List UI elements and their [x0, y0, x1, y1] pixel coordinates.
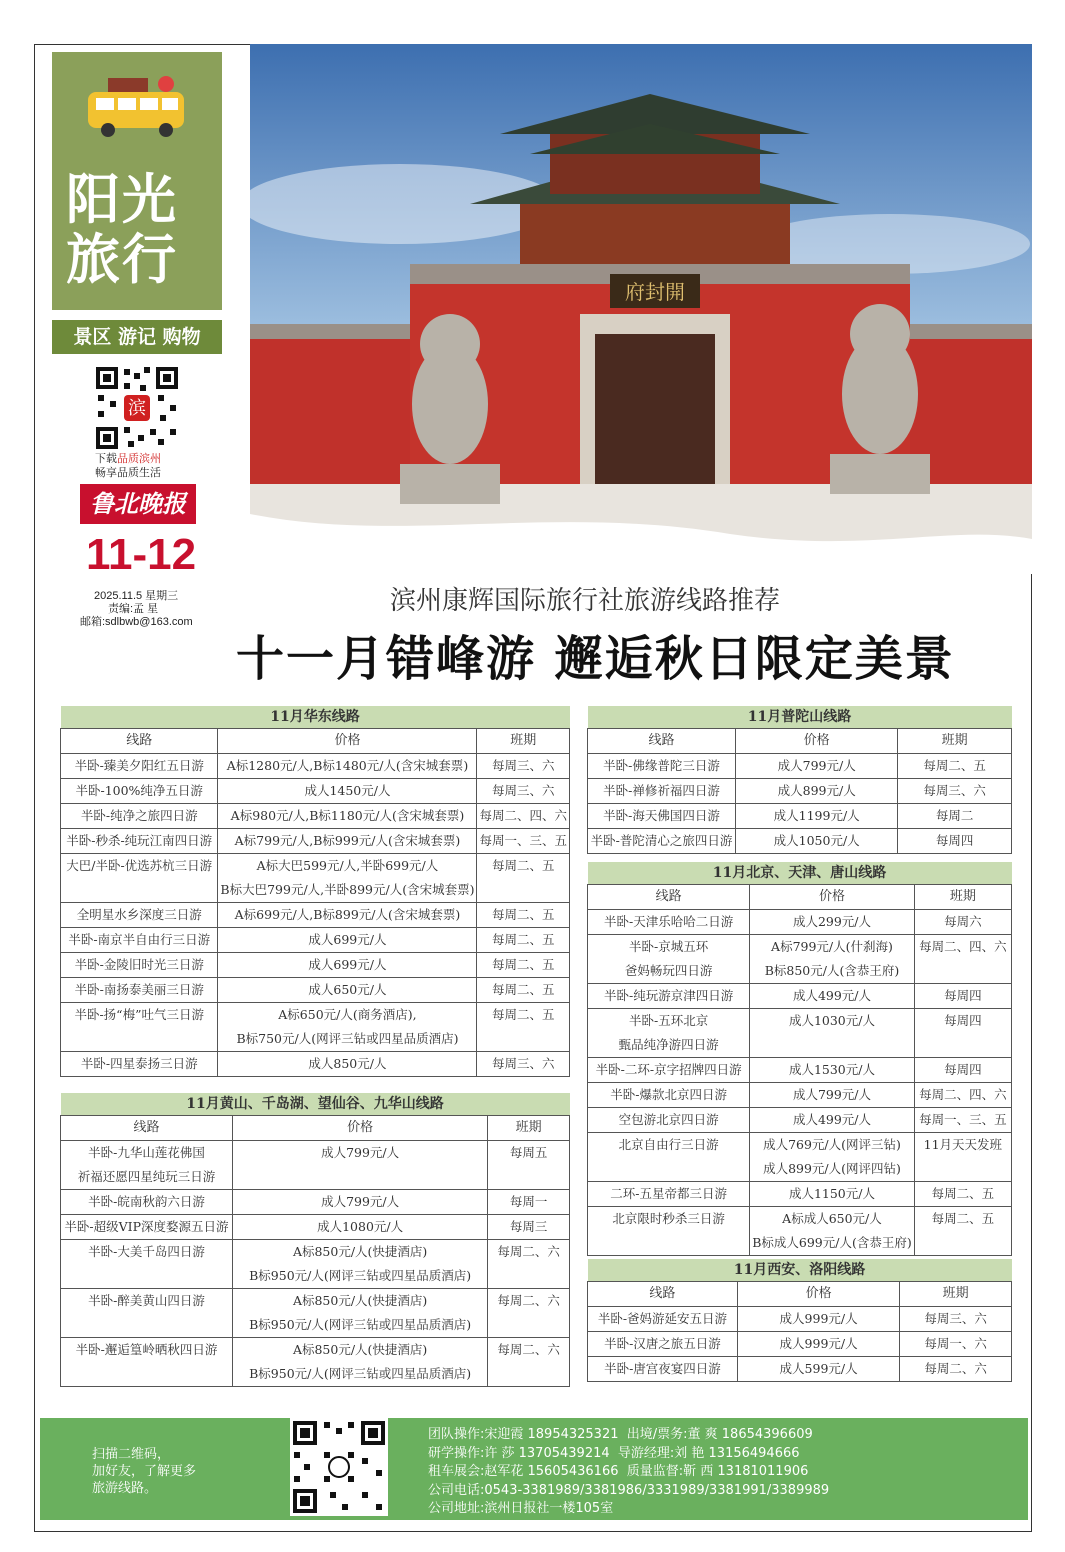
route-cell: 半卧-纯玩游京津四日游 [588, 984, 750, 1009]
schedule-cell: 每周二、六 [900, 1357, 1012, 1382]
price-cell: 成人1530元/人 [750, 1058, 915, 1083]
schedule-cell: 每周二、五 [477, 854, 570, 903]
table-row [588, 804, 1012, 829]
bus-icon [82, 74, 192, 138]
column-header: 线路 [588, 885, 750, 910]
price-cell: 成人1199元/人 [735, 804, 897, 829]
table-row [588, 1009, 1012, 1058]
table-title: 11月黄山、千岛湖、望仙谷、九华山线路 [61, 1093, 570, 1116]
schedule-cell: 每周三、六 [477, 754, 570, 779]
headline-subtitle: 滨州康辉国际旅行社旅游线路推荐 [390, 586, 781, 616]
price-cell: A标799元/人,B标999元/人(含宋城套票) [218, 829, 477, 854]
schedule-cell: 每周四 [914, 984, 1011, 1009]
brand-line-1: 阳光 [66, 168, 178, 231]
column-header: 价格 [218, 729, 477, 754]
qr-caption-app: 品质滨州 [117, 452, 161, 465]
route-cell: 半卧-醉美黄山四日游 [61, 1289, 233, 1338]
schedule-cell: 每周二、五 [477, 978, 570, 1003]
qr-caption-line2: 畅享品质生活 [95, 466, 161, 479]
table-title: 11月西安、洛阳线路 [588, 1259, 1012, 1282]
price-cell: 成人699元/人 [218, 953, 477, 978]
table-row [61, 903, 570, 928]
table-row [588, 829, 1012, 854]
table-row [588, 754, 1012, 779]
route-cell: 半卧-天津乐哈哈二日游 [588, 910, 750, 935]
hero-image-kaifeng-gate [250, 44, 1032, 574]
table-huangshan [60, 1093, 570, 1387]
price-cell: 成人699元/人 [218, 928, 477, 953]
route-cell: 半卧-100%纯净五日游 [61, 779, 218, 804]
brand-title [66, 170, 178, 290]
table-title: 11月华东线路 [61, 706, 570, 729]
schedule-cell: 每周一、六 [900, 1332, 1012, 1357]
price-cell: 成人769元/人(网评三钻) 成人899元/人(网评四钻) [750, 1133, 915, 1182]
schedule-cell: 每周二、五 [898, 754, 1012, 779]
schedule-cell: 11月天天发班 [914, 1133, 1011, 1182]
table-row [61, 1003, 570, 1052]
table-row [588, 1133, 1012, 1182]
column-header: 班期 [900, 1282, 1012, 1307]
schedule-cell: 每周二、五 [477, 928, 570, 953]
gate-plaque: 府封開 [625, 280, 685, 304]
price-cell: 成人1050元/人 [735, 829, 897, 854]
route-cell: 半卧-海天佛国四日游 [588, 804, 736, 829]
schedule-cell: 每周六 [914, 910, 1011, 935]
route-cell: 半卧-二环-京字招牌四日游 [588, 1058, 750, 1083]
table-xian [587, 1259, 1012, 1382]
table-row [61, 928, 570, 953]
column-header: 价格 [735, 729, 897, 754]
route-cell: 半卧-扬“梅”吐气三日游 [61, 1003, 218, 1052]
table-row [588, 984, 1012, 1009]
route-cell: 北京自由行三日游 [588, 1133, 750, 1182]
price-cell: A标699元/人,B标899元/人(含宋城套票) [218, 903, 477, 928]
schedule-cell: 每周四 [898, 829, 1012, 854]
brand-logo [52, 52, 222, 310]
price-cell: 成人999元/人 [737, 1332, 899, 1357]
schedule-cell: 每周三、六 [477, 779, 570, 804]
table-row [588, 935, 1012, 984]
route-cell: 半卧-五环北京 甄品纯净游四日游 [588, 1009, 750, 1058]
price-cell: A标650元/人(商务酒店), B标750元/人(网评三钻或四星品质酒店) [218, 1003, 477, 1052]
price-cell: 成人799元/人 [232, 1141, 487, 1190]
schedule-cell: 每周四 [914, 1058, 1011, 1083]
route-cell: 半卧-爆款北京四日游 [588, 1083, 750, 1108]
price-cell: 成人999元/人 [737, 1307, 899, 1332]
route-cell: 半卧-秒杀-纯玩江南四日游 [61, 829, 218, 854]
table-row [588, 910, 1012, 935]
table-row [588, 1182, 1012, 1207]
route-cell: 半卧-大美千岛四日游 [61, 1240, 233, 1289]
contact-list: 团队操作:宋迎霞 18954325321 出境/票务:董 爽 18654396609 研学操作:许 莎 13705439214 导游经理:刘 艳 13156494666 租车展会:赵军花 15605436166 质量监督:靳 西 13181011906 公司电话:0543-3381989/3381986/3331989/3381991/3389989 公司地址:滨州日报社一楼105室 [428, 1427, 830, 1516]
table-row [61, 1215, 570, 1240]
table-east-china [60, 706, 570, 1077]
price-cell: A标850元/人(快捷酒店) B标950元/人(网评三钻或四星品质酒店) [232, 1338, 487, 1387]
footer-contact-bar [40, 1418, 1028, 1520]
column-header: 线路 [588, 729, 736, 754]
column-header: 价格 [737, 1282, 899, 1307]
route-cell: 半卧-九华山莲花佛国 祈福还愿四星纯玩三日游 [61, 1141, 233, 1190]
schedule-cell: 每周二、五 [477, 903, 570, 928]
newspaper-name: 鲁北晚报 [80, 484, 196, 524]
route-cell: 北京限时秒杀三日游 [588, 1207, 750, 1256]
route-cell: 半卧-金陵旧时光三日游 [61, 953, 218, 978]
issue-date: 2025.11.5 星期三 [94, 590, 179, 602]
schedule-cell: 每周二、五 [914, 1207, 1011, 1256]
schedule-cell: 每周四 [914, 1009, 1011, 1058]
table-row [61, 1190, 570, 1215]
table-title: 11月普陀山线路 [588, 706, 1012, 729]
issue-meta [80, 590, 193, 629]
scan-instructions: 扫描二维码， 加好友，了解更多 旅游线路。 [92, 1447, 197, 1496]
price-cell: 成人1450元/人 [218, 779, 477, 804]
price-cell: A标799元/人(什刹海) B标850元/人(含恭王府) [750, 935, 915, 984]
qr-caption [95, 452, 161, 480]
table-beijing [587, 862, 1012, 1256]
schedule-cell: 每周三、六 [477, 1052, 570, 1077]
schedule-cell: 每周二 [898, 804, 1012, 829]
schedule-cell: 每周一、三、五 [914, 1108, 1011, 1133]
route-cell: 半卧-臻美夕阳红五日游 [61, 754, 218, 779]
table-row [61, 804, 570, 829]
price-cell: A标850元/人(快捷酒店) B标950元/人(网评三钻或四星品质酒店) [232, 1289, 487, 1338]
price-cell: 成人1080元/人 [232, 1215, 487, 1240]
price-cell: 成人499元/人 [750, 1108, 915, 1133]
schedule-cell: 每周二、六 [488, 1289, 570, 1338]
schedule-cell: 每周一、三、五 [477, 829, 570, 854]
table-row [61, 978, 570, 1003]
schedule-cell: 每周二、四、六 [914, 935, 1011, 984]
route-cell: 半卧-佛缘普陀三日游 [588, 754, 736, 779]
table-row [588, 1083, 1012, 1108]
route-cell: 二环-五星帝都三日游 [588, 1182, 750, 1207]
table-row [61, 1141, 570, 1190]
page-number: 11-12 [86, 530, 197, 579]
schedule-cell: 每周五 [488, 1141, 570, 1190]
table-row [61, 829, 570, 854]
route-cell: 半卧-南京半自由行三日游 [61, 928, 218, 953]
route-cell: 大巴/半卧-优选苏杭三日游 [61, 854, 218, 903]
schedule-cell: 每周二、四、六 [914, 1083, 1011, 1108]
column-header: 线路 [61, 729, 218, 754]
route-cell: 半卧-纯净之旅四日游 [61, 804, 218, 829]
table-row [588, 1332, 1012, 1357]
schedule-cell: 每周一 [488, 1190, 570, 1215]
table-row [61, 1338, 570, 1387]
headline-title: 十一月错峰游 邂逅秋日限定美景 [236, 631, 955, 687]
table-row [588, 779, 1012, 804]
price-cell: 成人1150元/人 [750, 1182, 915, 1207]
tagline: 景区 游记 购物 [52, 320, 222, 354]
email: 邮箱:sdlbwb@163.com [80, 616, 193, 628]
column-header: 线路 [588, 1282, 738, 1307]
schedule-cell: 每周二、六 [488, 1338, 570, 1387]
route-cell: 空包游北京四日游 [588, 1108, 750, 1133]
column-header: 班期 [477, 729, 570, 754]
price-cell: 成人799元/人 [232, 1190, 487, 1215]
qr-center-label: 滨 [128, 398, 146, 419]
schedule-cell: 每周二、四、六 [477, 804, 570, 829]
column-header: 班期 [898, 729, 1012, 754]
wechat-qr-code[interactable] [290, 1418, 388, 1516]
schedule-cell: 每周二、五 [477, 1003, 570, 1052]
table-row [61, 1240, 570, 1289]
table-row [61, 779, 570, 804]
table-row [588, 1207, 1012, 1256]
app-qr-code[interactable] [94, 365, 180, 451]
editor: 责编:孟 星 [108, 603, 159, 615]
column-header: 班期 [488, 1116, 570, 1141]
schedule-cell: 每周三、六 [900, 1307, 1012, 1332]
route-cell: 半卧-唐宫夜宴四日游 [588, 1357, 738, 1382]
table-row [588, 1357, 1012, 1382]
price-cell: A标大巴599元/人,半卧699元/人 B标大巴799元/人,半卧899元/人(含宋城套票) [218, 854, 477, 903]
table-row [61, 754, 570, 779]
price-cell: 成人899元/人 [735, 779, 897, 804]
price-cell: 成人299元/人 [750, 910, 915, 935]
qr-caption-prefix: 下载 [95, 452, 117, 465]
schedule-cell: 每周二、五 [914, 1182, 1011, 1207]
table-row [588, 1307, 1012, 1332]
column-header: 价格 [232, 1116, 487, 1141]
table-row [588, 1108, 1012, 1133]
schedule-cell: 每周三 [488, 1215, 570, 1240]
route-cell: 半卧-皖南秋韵六日游 [61, 1190, 233, 1215]
column-header: 班期 [914, 885, 1011, 910]
schedule-cell: 每周三、六 [898, 779, 1012, 804]
table-row [61, 1052, 570, 1077]
schedule-cell: 每周二、六 [488, 1240, 570, 1289]
table-row [61, 854, 570, 903]
table-row [61, 1289, 570, 1338]
route-cell: 半卧-汉唐之旅五日游 [588, 1332, 738, 1357]
masthead [52, 52, 222, 354]
route-cell: 半卧-禅修祈福四日游 [588, 779, 736, 804]
schedule-cell: 每周二、五 [477, 953, 570, 978]
route-cell: 半卧-京城五环 爸妈畅玩四日游 [588, 935, 750, 984]
price-cell: 成人799元/人 [750, 1083, 915, 1108]
table-row [588, 1058, 1012, 1083]
route-cell: 半卧-超级VIP深度婺源五日游 [61, 1215, 233, 1240]
route-cell: 半卧-普陀清心之旅四日游 [588, 829, 736, 854]
price-cell: 成人650元/人 [218, 978, 477, 1003]
column-header: 价格 [750, 885, 915, 910]
route-cell: 半卧-爸妈游延安五日游 [588, 1307, 738, 1332]
route-cell: 全明星水乡深度三日游 [61, 903, 218, 928]
table-row [61, 953, 570, 978]
price-cell: A标850元/人(快捷酒店) B标950元/人(网评三钻或四星品质酒店) [232, 1240, 487, 1289]
route-cell: 半卧-南扬泰美丽三日游 [61, 978, 218, 1003]
table-title: 11月北京、天津、唐山线路 [588, 862, 1012, 885]
price-cell: A标成人650元/人 B标成人699元/人(含恭王府) [750, 1207, 915, 1256]
price-cell: 成人799元/人 [735, 754, 897, 779]
price-cell: 成人850元/人 [218, 1052, 477, 1077]
brand-line-2: 旅行 [66, 228, 178, 291]
price-cell: 成人599元/人 [737, 1357, 899, 1382]
price-cell: A标980元/人,B标1180元/人(含宋城套票) [218, 804, 477, 829]
table-putuo [587, 706, 1012, 854]
price-cell: 成人499元/人 [750, 984, 915, 1009]
price-cell: A标1280元/人,B标1480元/人(含宋城套票) [218, 754, 477, 779]
route-cell: 半卧-四星泰扬三日游 [61, 1052, 218, 1077]
column-header: 线路 [61, 1116, 233, 1141]
route-cell: 半卧-邂逅篁岭晒秋四日游 [61, 1338, 233, 1387]
price-cell: 成人1030元/人 [750, 1009, 915, 1058]
